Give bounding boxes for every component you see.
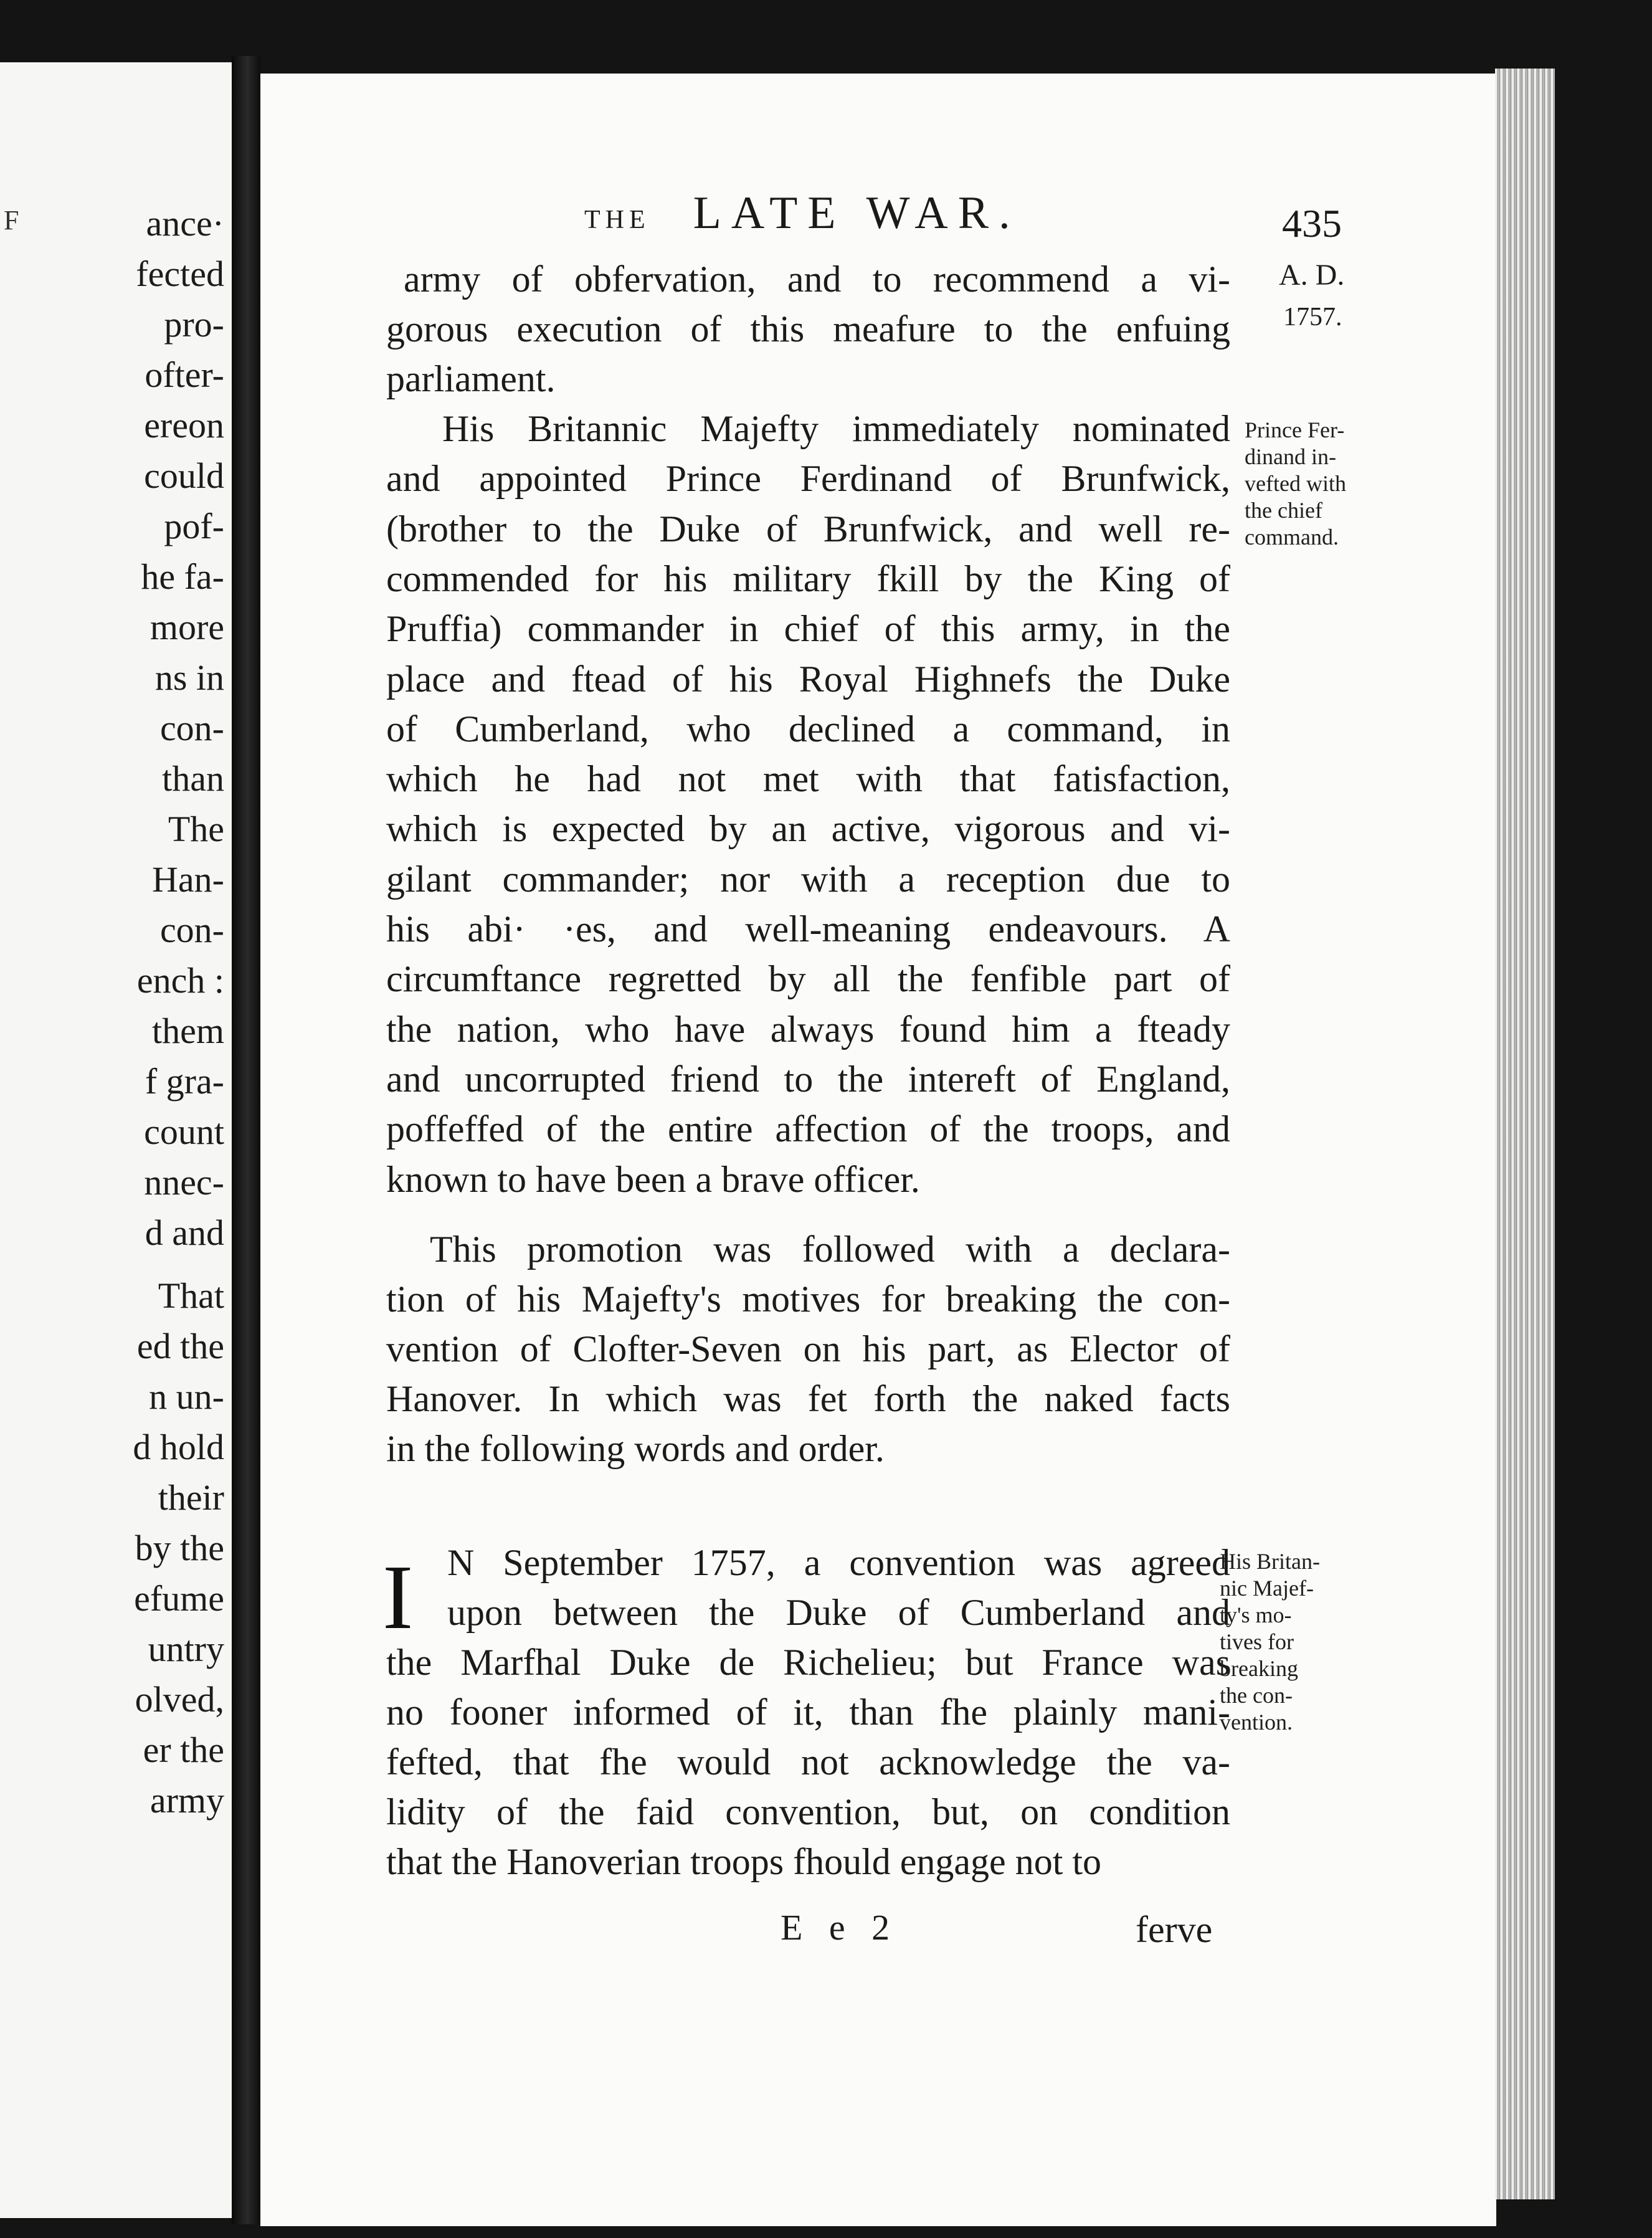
left-line-fragment: con- — [159, 708, 224, 748]
text-line: His Britannic Majefty immediately nominated — [442, 408, 1230, 449]
left-line-fragment: he fa- — [141, 556, 224, 597]
margin-year-ad: A. D. — [1279, 259, 1345, 292]
margin-note-line: vention. — [1220, 1710, 1293, 1735]
margin-note-line: ty's mo- — [1220, 1602, 1292, 1627]
left-line-fragment: ench : — [136, 960, 224, 1001]
text-line: commended for his military fkill by the King of — [386, 558, 1230, 599]
text-line: of Cumberland, who declined a command, in — [386, 708, 1230, 750]
margin-note-line: breaking — [1220, 1656, 1298, 1681]
left-line-fragment: d hold — [133, 1427, 224, 1467]
left-line-fragment: them — [152, 1011, 224, 1051]
text-line: in the following words and order. — [386, 1428, 885, 1469]
left-line-fragment: untry — [148, 1629, 224, 1669]
left-line-fragment: f gra- — [145, 1061, 224, 1102]
text-line: This promotion was followed with a declara- — [430, 1229, 1230, 1270]
text-line: known to have been a brave officer. — [386, 1158, 920, 1200]
text-line: parliament. — [386, 358, 556, 399]
left-line-fragment: pro- — [164, 304, 224, 345]
text-line: Pruffia) commander in chief of this army, in the — [386, 608, 1230, 650]
text-line: which is expected by an active, vigorous and vi- — [386, 808, 1230, 850]
text-line: and appointed Prince Ferdinand of Brunfwick, — [386, 458, 1230, 500]
text-line: army of obfervation, and to recommend a vi- — [404, 259, 1230, 300]
text-line: his abi· ·es, and well-meaning endeavours. A — [386, 908, 1230, 950]
left-line-fragment: er the — [143, 1730, 224, 1770]
running-head-the: THE — [584, 206, 650, 234]
margin-note-line: vefted with — [1245, 471, 1346, 496]
text-line: circumftance regretted by all the fenfible part of — [386, 958, 1230, 1000]
running-head — [584, 187, 1020, 240]
left-line-fragment: Han- — [152, 859, 224, 900]
left-line-fragment: n un- — [149, 1376, 224, 1417]
text-line: the nation, who have always found him a fteady — [386, 1008, 1230, 1050]
margin-note-line: nic Majef- — [1220, 1576, 1314, 1601]
text-line: gilant commander; nor with a reception due to — [386, 858, 1230, 900]
left-line-fragment: d and — [145, 1212, 224, 1253]
margin-note-line: dinand in- — [1245, 444, 1336, 469]
text-line: N September 1757, a convention was agreed — [447, 1542, 1230, 1583]
left-line-fragment: ereon — [144, 405, 224, 445]
text-line: no fooner informed of it, than fhe plainly mani- — [386, 1692, 1230, 1733]
left-line-fragment: nnec- — [144, 1162, 224, 1202]
text-line: lidity of the faid convention, but, on condition — [386, 1791, 1230, 1832]
text-line: gorous execution of this meafure to the enfuing — [386, 308, 1230, 350]
drop-cap: I — [382, 1546, 414, 1649]
running-head-title: LATE WAR. — [693, 188, 1020, 239]
left-line-fragment: pof- — [164, 506, 224, 546]
left-line-fragment: ns in — [154, 657, 224, 698]
margin-note-line: Prince Fer- — [1245, 417, 1345, 442]
text-line: (brother to the Duke of Brunfwick, and well re- — [386, 508, 1230, 550]
margin-year: 1757. — [1283, 303, 1342, 331]
page-number: 435 — [1282, 201, 1342, 245]
margin-note-line: command. — [1245, 525, 1339, 550]
left-line-fragment: by the — [135, 1528, 224, 1568]
left-line-fragment: their — [158, 1477, 224, 1518]
text-line: the Marfhal Duke de Richelieu; but France was — [386, 1642, 1230, 1683]
left-line-fragment: efume — [134, 1578, 224, 1619]
left-line-fragment: than — [162, 758, 224, 799]
left-line-fragment: could — [144, 455, 224, 496]
left-line-fragment: ofter- — [145, 355, 224, 395]
text-line: poffeffed of the entire affection of the troops, and — [386, 1108, 1230, 1150]
signature-mark: E e 2 — [781, 1907, 899, 1948]
left-line-fragment: fected — [136, 254, 224, 294]
text-line: upon between the Duke of Cumberland and — [447, 1592, 1230, 1633]
left-line-fragment: olved, — [135, 1679, 224, 1720]
text-line: fefted, that fhe would not acknowledge the va- — [386, 1741, 1230, 1783]
text-line: that the Hanoverian troops fhould engage not to — [386, 1841, 1102, 1882]
text-line: place and ftead of his Royal Highnefs the Duke — [386, 658, 1230, 700]
book-gutter — [232, 56, 260, 2224]
text-line: Hanover. In which was fet forth the naked facts — [386, 1378, 1230, 1419]
margin-note-line: the con- — [1220, 1683, 1293, 1708]
catchword: ferve — [1136, 1909, 1213, 1950]
margin-note-line: His Britan- — [1220, 1549, 1320, 1574]
text-line: and uncorrupted friend to the intereft of England, — [386, 1058, 1230, 1100]
left-line-fragment: The — [168, 809, 224, 849]
margin-note-line: the chief — [1245, 498, 1322, 523]
text-line: tion of his Majefty's motives for breaking the con- — [386, 1279, 1230, 1320]
left-line-fragment: count — [144, 1112, 224, 1152]
left-line-fragment: con- — [159, 910, 224, 950]
left-line-fragment: more — [150, 607, 224, 647]
text-line: which he had not met with that fatisfaction, — [386, 758, 1230, 800]
left-line-fragment: ed the — [136, 1326, 224, 1366]
text-line: vention of Clofter-Seven on his part, as Elector of — [386, 1328, 1230, 1369]
margin-note-line: tives for — [1220, 1629, 1294, 1654]
left-line-fragment: ance· — [146, 203, 224, 244]
facing-page-left — [0, 62, 232, 2218]
page-edges — [1495, 69, 1555, 2199]
left-running-head: F — [4, 205, 19, 236]
left-line-fragment: That — [158, 1275, 224, 1316]
left-line-fragment: army — [150, 1780, 224, 1821]
